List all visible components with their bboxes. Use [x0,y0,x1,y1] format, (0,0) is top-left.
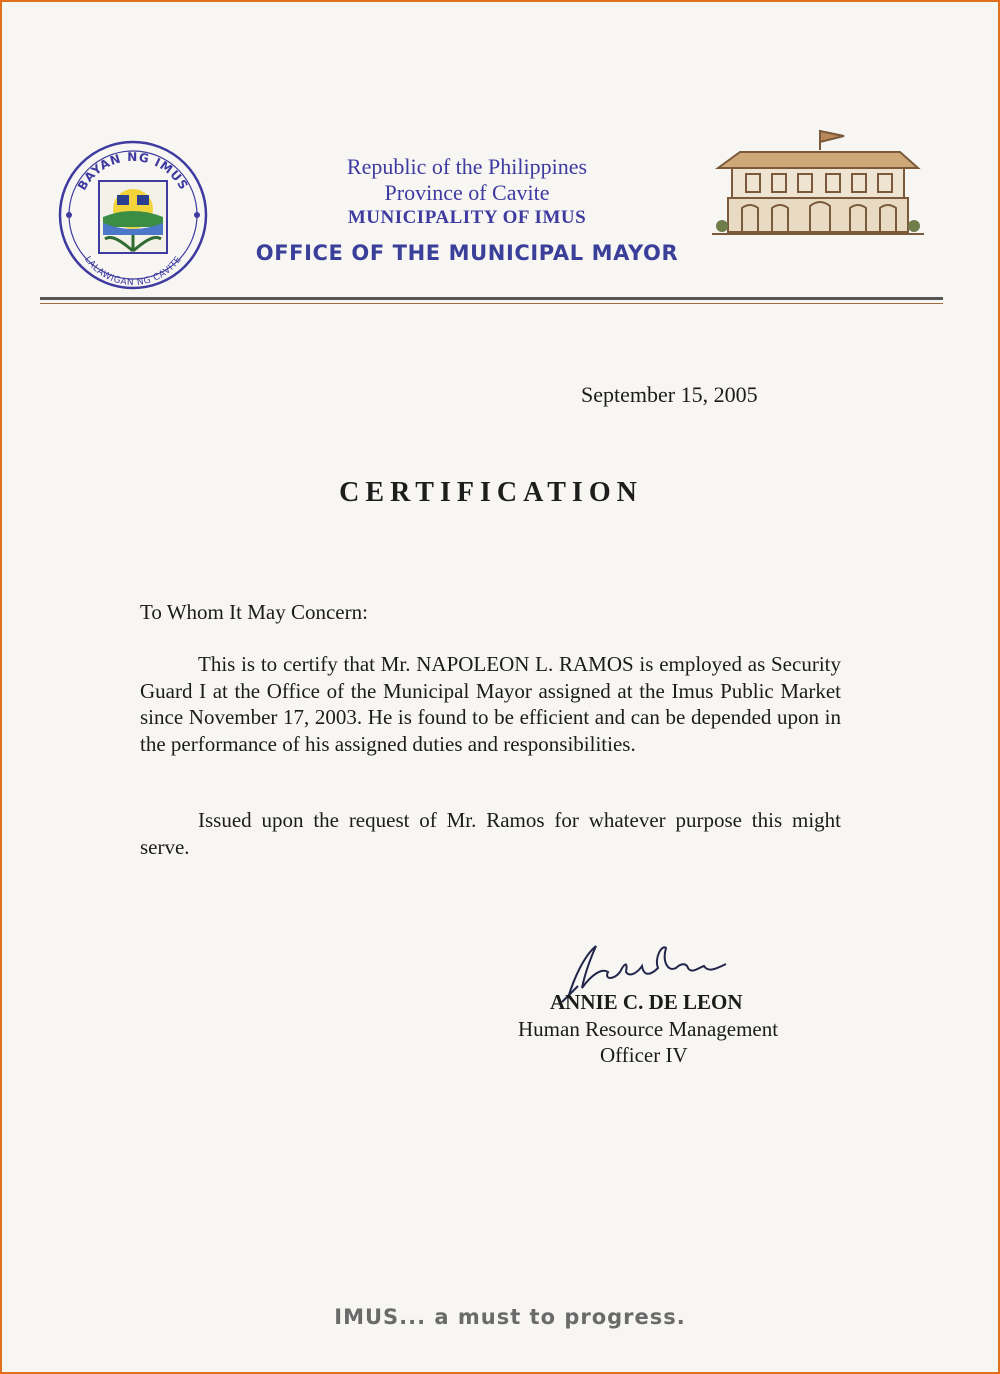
letter-date: September 15, 2005 [581,382,758,407]
header-office: OFFICE OF THE MUNICIPAL MAYOR [255,241,679,265]
municipal-hall-icon [710,128,926,240]
header-country: Republic of the Philippines [346,154,588,179]
letter-paragraph-2: Issued upon the request of Mr. Ramos for whatever purpose this might serve. [140,808,841,859]
svg-text:LALAWIGAN NG CAVITE: LALAWIGAN NG CAVITE [82,254,184,289]
letter-paragraph-1: This is to certify that Mr. NAPOLEON L. RAMOS is employed as Security Guard I at the Office of the Municipal Mayor assigned at the Imus Public Market since November 17, 2003. He is found to be efficient and can be depended upon in the performance of his assigned duties and responsibilities. [140,652,841,756]
signatory-name: ANNIE C. DE LEON [550,990,743,1014]
signatory-title-line2: Officer IV [600,1043,688,1067]
svg-text:BAYAN NG IMUS: BAYAN NG IMUS [74,149,192,193]
footer-motto: IMUS... a must to progress. [334,1305,686,1329]
letter-salutation: To Whom It May Concern: [140,600,368,624]
header-municipality: MUNICIPALITY OF IMUS [347,207,587,228]
municipal-seal-icon [57,139,209,291]
signatory-title-line1: Human Resource Management [518,1017,779,1041]
header-divider [40,297,943,300]
header-province: Province of Cavite [384,180,550,205]
header-divider-secondary [40,303,943,304]
letter-title: CERTIFICATION [339,477,643,508]
